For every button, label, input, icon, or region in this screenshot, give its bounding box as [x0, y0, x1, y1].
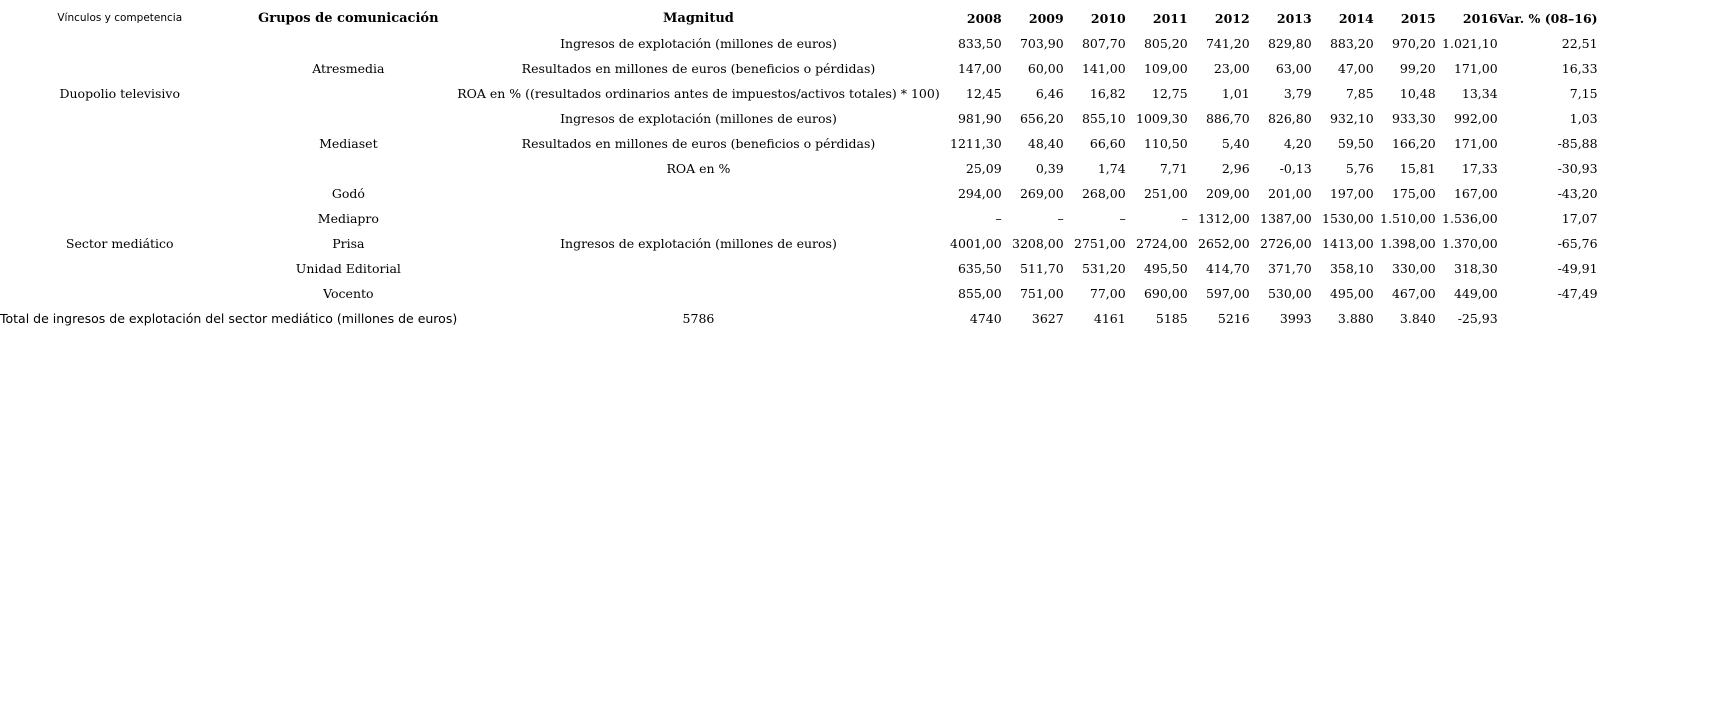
cell-2010: 16,82	[1089, 86, 1126, 101]
cell-variation: -47,49	[1557, 286, 1598, 301]
cell-2011: 2724,00	[1136, 236, 1188, 251]
total-2013: 3993	[1279, 311, 1312, 326]
cell-variation: 17,07	[1561, 211, 1598, 226]
cell-magnitude: Resultados en millones de euros (beneficios o pérdidas)	[521, 61, 876, 76]
cell-2015: 467,00	[1391, 286, 1436, 301]
header-year-2012: 2012	[1214, 11, 1250, 26]
cell-2014: 1413,00	[1322, 236, 1374, 251]
header-year-2013: 2013	[1276, 11, 1312, 26]
cell-2011: 805,20	[1143, 36, 1188, 51]
cell-2008: –	[995, 211, 1002, 226]
cell-2008: 25,09	[965, 161, 1002, 176]
cell-2012: 1312,00	[1198, 211, 1250, 226]
cell-2010: 66,60	[1089, 136, 1126, 151]
cell-2014: 5,76	[1345, 161, 1374, 176]
cell-2008: 1211,30	[950, 136, 1002, 151]
total-2008: 4740	[969, 311, 1002, 326]
cell-2016: 1.021,10	[1442, 36, 1498, 51]
cell-2011: 1009,30	[1136, 111, 1188, 126]
cell-links	[0, 31, 239, 56]
header-year-2009: 2009	[1028, 11, 1064, 26]
cell-group: Mediaset	[319, 136, 378, 151]
table-row	[0, 181, 1598, 206]
cell-2013: 4,20	[1283, 136, 1312, 151]
cell-2009: 269,00	[1019, 186, 1064, 201]
cell-variation: 1,03	[1569, 111, 1598, 126]
cell-2010: 2751,00	[1074, 236, 1126, 251]
cell-2013: -0,13	[1279, 161, 1312, 176]
cell-2008: 4001,00	[950, 236, 1002, 251]
cell-2009: –	[1057, 211, 1064, 226]
cell-magnitude: Ingresos de explotación (millones de euros)	[560, 111, 837, 126]
header-year-2014: 2014	[1338, 11, 1374, 26]
cell-2013: 530,00	[1267, 286, 1312, 301]
cell-2016: 992,00	[1453, 111, 1498, 126]
cell-links	[0, 206, 239, 231]
cell-2014: 932,10	[1329, 111, 1374, 126]
cell-2014: 7,85	[1345, 86, 1374, 101]
table-row	[0, 31, 1598, 56]
cell-2012: 23,00	[1213, 61, 1250, 76]
cell-group	[239, 81, 457, 106]
cell-2011: 110,50	[1143, 136, 1188, 151]
cell-2009: 0,39	[1035, 161, 1064, 176]
cell-2013: 63,00	[1275, 61, 1312, 76]
cell-2015: 10,48	[1399, 86, 1436, 101]
cell-2009: 48,40	[1027, 136, 1064, 151]
cell-2014: 358,10	[1329, 261, 1374, 276]
cell-2013: 3,79	[1283, 86, 1312, 101]
cell-2012: 741,20	[1205, 36, 1250, 51]
table-row	[0, 156, 1598, 181]
cell-2015: 1.398,00	[1380, 236, 1436, 251]
cell-2016: 167,00	[1453, 186, 1498, 201]
cell-magnitude	[457, 206, 939, 231]
cell-2008: 147,00	[957, 61, 1002, 76]
header-links: Vínculos y competencia	[57, 12, 183, 24]
cell-2008: 855,00	[957, 286, 1002, 301]
cell-2009: 703,90	[1019, 36, 1064, 51]
cell-2008: 981,90	[957, 111, 1002, 126]
cell-magnitude: Resultados en millones de euros (beneficios o pérdidas)	[521, 136, 876, 151]
cell-links	[0, 281, 239, 306]
cell-2016: 1.536,00	[1442, 211, 1498, 226]
cell-2010: 77,00	[1089, 286, 1126, 301]
cell-2012: 2652,00	[1198, 236, 1250, 251]
cell-links	[0, 181, 239, 206]
total-2015: 3.840	[1399, 311, 1436, 326]
cell-magnitude: ROA en %	[666, 161, 731, 176]
cell-group: Unidad Editorial	[295, 261, 401, 276]
cell-magnitude	[457, 181, 939, 206]
cell-2013: 826,80	[1267, 111, 1312, 126]
cell-magnitude	[457, 256, 939, 281]
cell-group: Prisa	[332, 236, 365, 251]
cell-group	[239, 106, 457, 131]
cell-links	[0, 156, 239, 181]
header-year-2016: 2016	[1462, 11, 1498, 26]
total-label: Total de ingresos de explotación del sector mediático (millones de euros)	[0, 311, 458, 326]
cell-2016: 171,00	[1453, 61, 1498, 76]
cell-2015: 330,00	[1391, 261, 1436, 276]
total-2010: 4161	[1093, 311, 1126, 326]
total-2014: 3.880	[1337, 311, 1374, 326]
table-total-row	[0, 306, 1598, 331]
cell-variation: -43,20	[1557, 186, 1598, 201]
cell-magnitude: Ingresos de explotación (millones de euros)	[560, 236, 837, 251]
cell-2009: 751,00	[1019, 286, 1064, 301]
cell-group: Mediapro	[317, 211, 379, 226]
cell-links	[0, 131, 239, 156]
cell-2011: 251,00	[1143, 186, 1188, 201]
header-group: Grupos de comunicación	[258, 11, 439, 26]
cell-2015: 15,81	[1399, 161, 1436, 176]
cell-variation: -30,93	[1557, 161, 1598, 176]
cell-variation: 22,51	[1561, 36, 1598, 51]
cell-group: Atresmedia	[312, 61, 385, 76]
cell-magnitude	[457, 281, 939, 306]
cell-2010: 807,70	[1081, 36, 1126, 51]
cell-2012: 597,00	[1205, 286, 1250, 301]
cell-group	[239, 31, 457, 56]
cell-2012: 1,01	[1221, 86, 1250, 101]
table-row	[0, 256, 1598, 281]
table-row	[0, 106, 1598, 131]
table-body	[0, 31, 1598, 331]
cell-2014: 59,50	[1337, 136, 1374, 151]
cell-variation: 16,33	[1561, 61, 1598, 76]
total-mid-value: 5786	[682, 311, 715, 326]
cell-group: Godó	[331, 186, 365, 201]
cell-2012: 5,40	[1221, 136, 1250, 151]
cell-variation: -85,88	[1557, 136, 1598, 151]
total-2009: 3627	[1031, 311, 1064, 326]
cell-2015: 1.510,00	[1380, 211, 1436, 226]
table-row	[0, 56, 1598, 81]
cell-2010: 141,00	[1081, 61, 1126, 76]
total-2012: 5216	[1217, 311, 1250, 326]
cell-2009: 3208,00	[1012, 236, 1064, 251]
cell-2012: 886,70	[1205, 111, 1250, 126]
cell-2015: 970,20	[1391, 36, 1436, 51]
cell-2013: 201,00	[1267, 186, 1312, 201]
table-row	[0, 131, 1598, 156]
table-header-row	[0, 6, 1598, 31]
cell-2016: 17,33	[1461, 161, 1498, 176]
cell-2008: 294,00	[957, 186, 1002, 201]
cell-2015: 175,00	[1391, 186, 1436, 201]
header-year-2008: 2008	[966, 11, 1002, 26]
total-variation: -25,93	[1457, 311, 1498, 326]
header-year-2015: 2015	[1400, 11, 1436, 26]
header-variation: Var. % (08–16)	[1497, 11, 1598, 26]
cell-links	[0, 56, 239, 81]
cell-2011: 7,71	[1159, 161, 1188, 176]
cell-2011: 109,00	[1143, 61, 1188, 76]
cell-group	[239, 156, 457, 181]
cell-variation: -65,76	[1557, 236, 1598, 251]
cell-2015: 166,20	[1391, 136, 1436, 151]
cell-2016: 13,34	[1461, 86, 1498, 101]
table-header	[0, 6, 1598, 31]
cell-2012: 414,70	[1205, 261, 1250, 276]
cell-2011: –	[1181, 211, 1188, 226]
cell-2008: 12,45	[965, 86, 1002, 101]
cell-2014: 197,00	[1329, 186, 1374, 201]
cell-2009: 6,46	[1035, 86, 1064, 101]
cell-2014: 883,20	[1329, 36, 1374, 51]
cell-magnitude: Ingresos de explotación (millones de euros)	[560, 36, 837, 51]
cell-links: Sector mediático	[65, 236, 174, 251]
cell-2009: 656,20	[1019, 111, 1064, 126]
cell-variation: -49,91	[1557, 261, 1598, 276]
header-magnitude: Magnitud	[663, 11, 734, 26]
cell-links	[0, 256, 239, 281]
media-groups-table	[0, 6, 1598, 331]
cell-2016: 171,00	[1453, 136, 1498, 151]
cell-2009: 511,70	[1019, 261, 1064, 276]
table-row	[0, 231, 1598, 256]
cell-links: Duopolio televisivo	[59, 86, 180, 101]
header-year-2010: 2010	[1090, 11, 1126, 26]
table-row	[0, 206, 1598, 231]
cell-2010: –	[1119, 211, 1126, 226]
cell-group: Vocento	[323, 286, 374, 301]
cell-2015: 99,20	[1399, 61, 1436, 76]
cell-2016: 449,00	[1453, 286, 1498, 301]
cell-2011: 12,75	[1151, 86, 1188, 101]
cell-2010: 1,74	[1097, 161, 1126, 176]
cell-2010: 531,20	[1081, 261, 1126, 276]
cell-links	[0, 106, 239, 131]
table-sheet	[0, 6, 1723, 713]
cell-2010: 268,00	[1081, 186, 1126, 201]
cell-2008: 833,50	[957, 36, 1002, 51]
cell-2014: 47,00	[1337, 61, 1374, 76]
cell-2013: 829,80	[1267, 36, 1312, 51]
cell-2012: 2,96	[1221, 161, 1250, 176]
cell-2011: 690,00	[1143, 286, 1188, 301]
cell-2010: 855,10	[1081, 111, 1126, 126]
cell-variation: 7,15	[1569, 86, 1598, 101]
cell-2013: 1387,00	[1260, 211, 1312, 226]
cell-2009: 60,00	[1027, 61, 1064, 76]
cell-2011: 495,50	[1143, 261, 1188, 276]
cell-2008: 635,50	[957, 261, 1002, 276]
cell-2012: 209,00	[1205, 186, 1250, 201]
cell-2016: 1.370,00	[1442, 236, 1498, 251]
cell-magnitude: ROA en % ((resultados ordinarios antes de impuestos/activos totales) * 100)	[457, 86, 940, 101]
table-row	[0, 281, 1598, 306]
cell-2016: 318,30	[1453, 261, 1498, 276]
cell-2014: 1530,00	[1322, 211, 1374, 226]
total-empty	[1498, 306, 1598, 331]
header-year-2011: 2011	[1152, 11, 1188, 26]
cell-2014: 495,00	[1329, 286, 1374, 301]
cell-2013: 371,70	[1267, 261, 1312, 276]
total-2011: 5185	[1155, 311, 1188, 326]
table-row	[0, 81, 1598, 106]
cell-2015: 933,30	[1391, 111, 1436, 126]
cell-2013: 2726,00	[1260, 236, 1312, 251]
